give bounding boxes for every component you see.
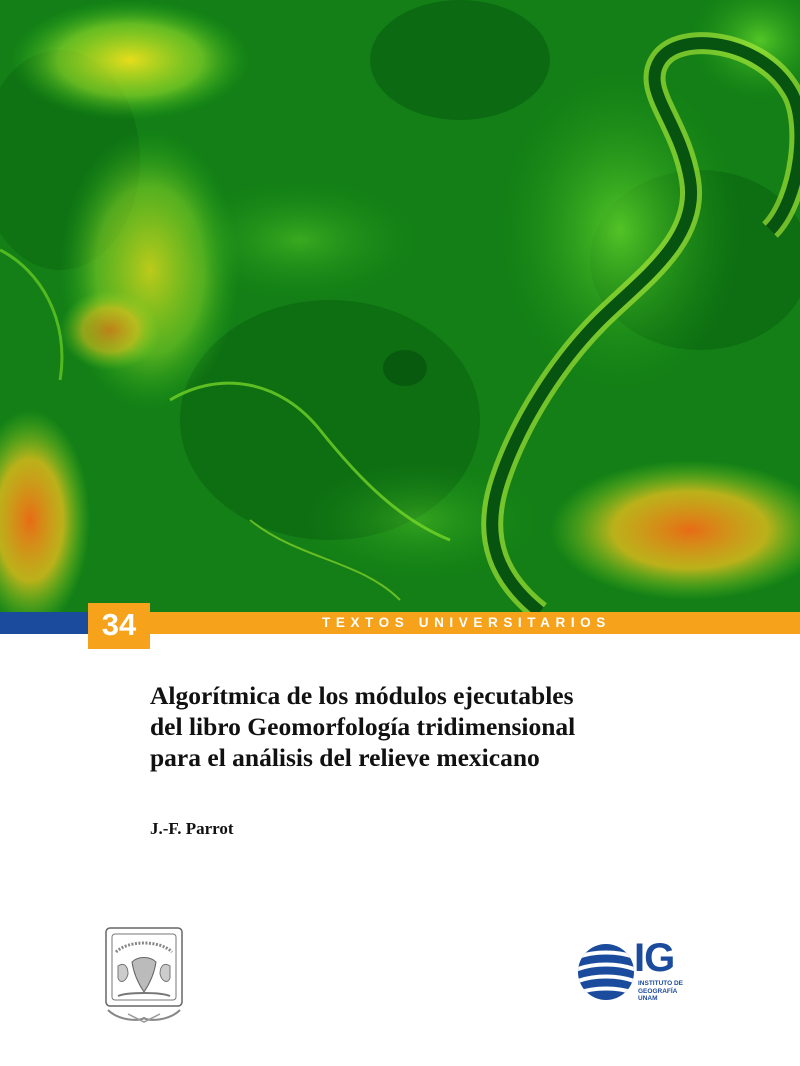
ig-logo (576, 936, 686, 1004)
series-band-blue (0, 612, 88, 634)
ig-name-line-2: GEOGRAFÍA (638, 987, 678, 995)
title-line-2: del libro Geomorfología tridimensional (150, 712, 576, 741)
title-line-3: para el análisis del relieve mexicano (150, 743, 540, 772)
ig-letters: IG (634, 936, 675, 980)
series-label: TEXTOS UNIVERSITARIOS (322, 615, 611, 630)
ig-name-line-3: UNAM (638, 995, 658, 1002)
series-number-box (88, 603, 150, 649)
ig-institute-name (638, 980, 683, 1003)
title-line-1: Algorítmica de los módulos ejecutables (150, 681, 574, 710)
series-number: 34 (101, 607, 137, 642)
ig-name-line-1: INSTITUTO DE (638, 980, 684, 987)
book-title (150, 680, 710, 773)
unam-seal-icon (98, 922, 190, 1026)
ig-globe-icon (576, 942, 636, 1002)
author-name: J.-F. Parrot (150, 819, 234, 838)
